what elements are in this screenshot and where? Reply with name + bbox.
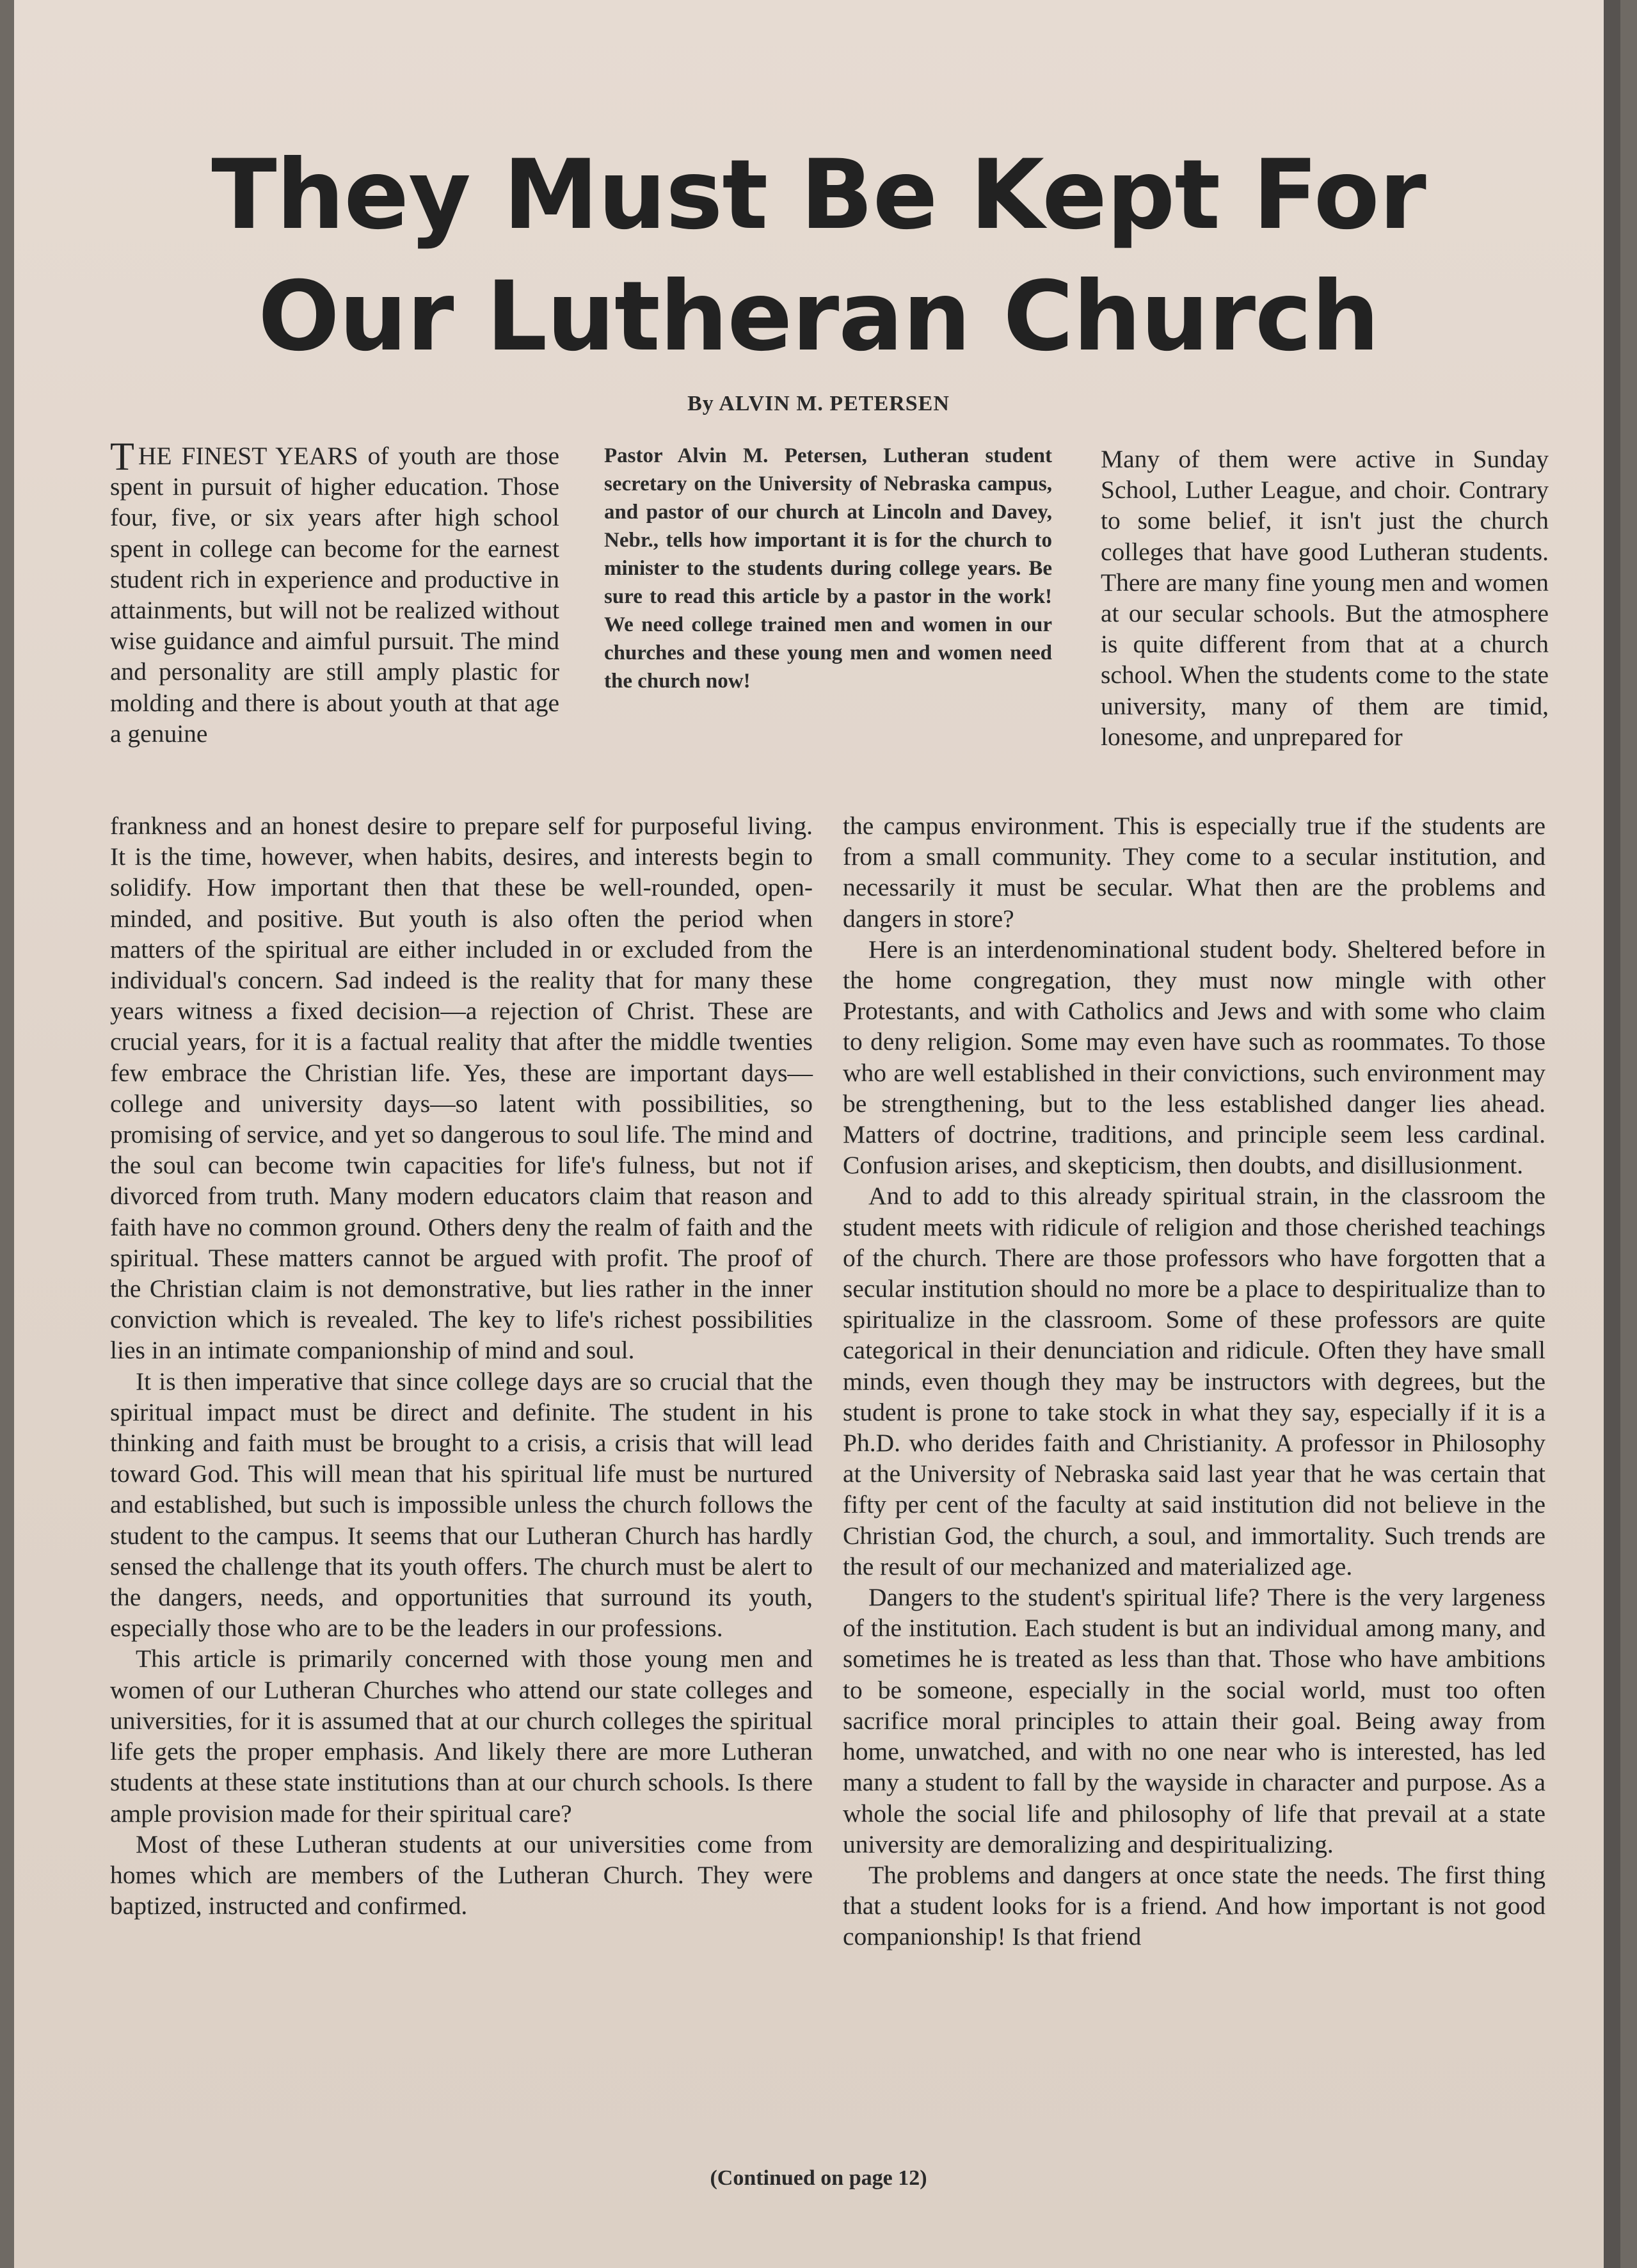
opening-paragraph <box>110 435 559 749</box>
article-title <box>0 134 1637 378</box>
byline: By ALVIN M. PETERSEN <box>687 392 950 415</box>
paragraph: It is then imperative that since college days are so crucial that the spiritual impact must be direct and definite. The student in his thinking and faith must be brought to a crisis, a crisis that will lead toward God. This will mean that his spiritual life must be nurtured and established, but such is impossible unless the church follows the student to the campus. It seems that our Lutheran Church has hardly sensed the challenge that its youth offers. The church must be alert to the dangers, needs, and opportunities that surround its youth, especially those who are to be the leaders in our professions. <box>110 1367 813 1643</box>
paragraph: This article is primarily concerned with those young men and women of our Lutheran Churches who attend our state colleges and universities, for it is assumed that at our church colleges the spiritual life gets the proper emphasis. And likely there are more Lutheran students at these state institutions than at our church schools. Is there ample provision made for their spiritual care? <box>110 1645 813 1828</box>
paragraph: frankness and an honest desire to prepare self for purposeful living. It is the time, however, when habits, desires, and interests begin to solidify. How important then that these be well-rounded, open-minded, and positive. But youth is also often the period when matters of the spiritual are either included in or excluded from the individual's concern. Sad indeed is the reality that for many these years witness a fixed decision—a rejection of Christ. These are crucial years, for it is a factual reality that after the middle twenties few embrace the Christian life. Yes, these are important days—college and university days—so latent with possibilities, so promising of service, and yet so dangerous to soul life. The mind and the soul can become twin capacities for life's fulness, but not if divorced from truth. Many modern educators claim that reason and faith have no common ground. Others deny the realm of faith and the spiritual. These matters cannot be argued with profit. The proof of the Christian claim is not demonstrative, but lies rather in the inner conviction which is revealed. The key to life's richest possibilities lies in an intimate companionship of mind and soul. <box>110 812 813 1365</box>
continued-note: (Continued on page 12) <box>710 2166 927 2190</box>
opening-text: HE FINEST YEARS of youth are those spent in pursuit of higher education. Those four, five, or six years after high school spent in college can become for the earnest student rich in experience and productive in attainments, but will not be realized without wise guidance and aimful pursuit. The mind and personality are still amply plastic for molding and there is about youth at that age a genuine <box>110 442 559 748</box>
paragraph: Dangers to the student's spiritual life? There is the very largeness of the institution. Each student is but an individual among many, and sometimes he is treated as less than that. Those who have ambitions to be someone, especially in the social world, must too often sacrifice moral principles to attain their goal. Being away from home, unwatched, and with no one near who is interested, has led many a student to fall by the wayside in character and purpose. As a whole the social life and philosophy of life that prevail at a state university are demoralizing and despiritualizing. <box>843 1583 1545 1858</box>
title-line-2: Our Lutheran Church <box>258 261 1379 373</box>
paragraph: The problems and dangers at once state the needs. The first thing that a student looks for is a friend. And how important is not good companionship! Is that friend <box>843 1860 1545 1951</box>
right-column-top: Many of them were active in Sunday School, Luther League, and choir. Contrary to some belief, it isn't just the church colleges that have good Lutheran students. There are many fine young men and women at our secular schools. But the atmosphere is quite different from that at a church school. When the students come to the state university, many of them are timid, lonesome, and unprepared for <box>1101 445 1549 751</box>
right-column <box>843 810 1545 1952</box>
paragraph: Here is an interdenominational student body. Sheltered before in the home congregation, they must now mingle with other Protestants, and with Catholics and Jews and with some who claim to deny religion. Some may even have such as roommates. To those who are well established in their convictions, such environment may be strengthening, but to the less established danger lies ahead. Matters of doctrine, traditions, and principle seem less cardinal. Confusion arises, and skepticism, then doubts, and disillusionment. <box>843 935 1545 1180</box>
paragraph: the campus environment. This is especially true if the students are from a small community. They come to a secular institution, and necessarily it must be secular. What then are the problems and dangers in store? <box>843 812 1545 933</box>
drop-cap: T <box>110 435 134 479</box>
paragraph: And to add to this already spiritual strain, in the classroom the student meets with ridicule of religion and those cherished teachings of the church. There are those professors who have forgotten that a secular institution should no more be a place to despiritualize than to spiritualize in the classroom. Some of these professors are quite categorical in their denunciation and ridicule. Often they have small minds, even though they may be instructors with degrees, but the student is prone to take stock in what they say, especially if it is a Ph.D. who derides faith and Christianity. A professor in Philosophy at the University of Nebraska said last year that he was certain that fifty per cent of the faculty at said institution did not believe in the Christian God, the church, a soul, and immortality. Such trends are the result of our mechanized and materialized age. <box>843 1182 1545 1580</box>
title-line-1: They Must Be Kept For <box>211 140 1426 251</box>
left-column <box>110 810 813 1921</box>
editor-intro: Pastor Alvin M. Petersen, Lutheran student secretary on the University of Nebraska campus, and pastor of our church at Lincoln and Davey, Nebr., tells how important it is for the church to minister to the students during college years. Be sure to read this article by a pastor in the work! We need college trained men and women in our churches and these young men and women need the church now! <box>604 444 1052 693</box>
paragraph: Most of these Lutheran students at our universities come from homes which are members of the Lutheran Church. They were baptized, instructed and confirmed. <box>110 1830 813 1920</box>
